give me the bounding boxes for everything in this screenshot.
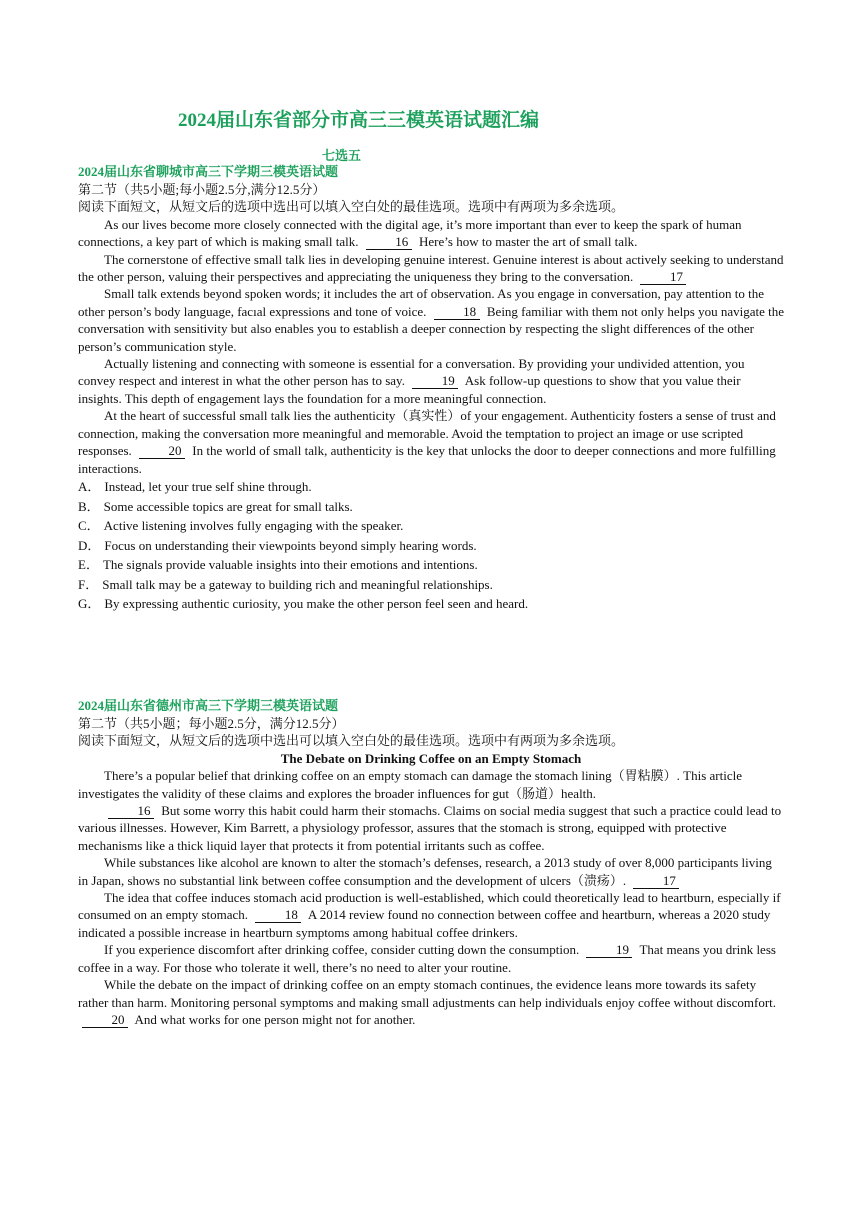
option-text: Some accessible topics are great for small talks. — [103, 498, 353, 514]
answer-blank[interactable]: 20 — [82, 1013, 128, 1028]
paragraph-text: But some worry this habit could harm their stomachs. Claims on social media suggest that such a practice could lead to various illnesses. However, Kim Barrett, a physiology professor, assures that the stomach is strong, equipped with protective mechanisms like a thick liquid layer that protects it from potential irritants such as coffee. — [78, 803, 782, 853]
paragraph — [78, 285, 784, 355]
paragraph-text: If you experience discomfort after drinking coffee, consider cutting down the consumption. — [104, 942, 580, 958]
option-letter: G． — [78, 596, 101, 612]
paragraph — [78, 216, 784, 251]
paragraph — [78, 802, 784, 854]
answer-blank[interactable]: 19 — [586, 943, 632, 958]
answer-blank[interactable]: 17 — [633, 874, 679, 889]
option-b[interactable] — [78, 497, 784, 517]
answer-blank[interactable]: 16 — [108, 804, 154, 819]
article-title: The Debate on Drinking Coffee on an Empty Stomach — [280, 750, 582, 766]
paragraph-text: Actually listening and connecting with someone is essential for a conversation. By providing your undivided attention, you convey respect and interest in what the other person has to say. — [78, 356, 745, 389]
option-letter: F． — [78, 576, 99, 592]
option-letter: C． — [78, 518, 100, 534]
paragraph-text: In the world of small talk, authenticity is the key that unlocks the door to deeper connections and more fulfilling interactions. — [78, 443, 776, 476]
answer-blank[interactable]: 17 — [640, 270, 686, 285]
option-text: Instead, let your true self shine through. — [104, 478, 312, 494]
paragraph: There’s a popular belief that drinking coffee on an empty stomach can damage the stomach lining（胃粘膜）. This article investigates the validity of these claims and explores the broader influences for gut（肠道）health. — [78, 768, 743, 801]
paragraph-text: As our lives become more closely connected with the digital age, it’s more important than ever to keep the spark of human connections, a key part of which is making small talk. — [78, 216, 742, 250]
option-a[interactable] — [78, 477, 784, 497]
section-label: 七选五 — [322, 148, 362, 163]
paragraph — [78, 355, 784, 407]
document-title: 2024届山东省部分市高三三模英语试题汇编 — [178, 110, 540, 131]
instruction: 阅读下面短文，从短文后的选项中选出可以填入空白处的最佳选项。选项中有两项为多余选项。 — [78, 733, 625, 749]
paragraph-text: At the heart of successful small talk lies the authenticity（真实性）of your engagement. Authenticity fosters a sense of trust and connection, making the conversation more meaningful and memorable. Avoid the temptation to project an image or use scripted responses. — [78, 408, 776, 459]
paragraph-text: Small talk extends beyond spoken words; it includes the art of observation. As you engage in conversation, pay attention to the other person’s body language, facıal expressions and tone of voice. — [78, 286, 764, 319]
paragraph — [78, 854, 784, 889]
option-letter: E． — [78, 557, 99, 573]
option-letter: B． — [78, 498, 100, 514]
answer-blank[interactable]: 20 — [139, 444, 185, 459]
options-list — [78, 477, 784, 614]
answer-blank[interactable]: 18 — [255, 908, 301, 923]
option-d[interactable] — [78, 536, 784, 556]
source-heading: 2024届山东省聊城市高三下学期三模英语试题 — [78, 164, 339, 179]
paragraph-text: The idea that coffee induces stomach acid production is well-established, which could theoretically lead to heartburn, especially if consumed on an empty stomach. — [78, 890, 781, 923]
exercise-dezhou — [78, 697, 784, 1028]
option-f[interactable] — [78, 575, 784, 595]
paragraph — [78, 941, 784, 976]
option-e[interactable] — [78, 555, 784, 575]
answer-blank[interactable]: 18 — [434, 305, 480, 320]
section-info: 第二节（共5小题；每小题2.5分，满分12.5分） — [78, 716, 345, 731]
paragraph — [78, 407, 784, 477]
instruction: 阅读下面短文，从短文后的选项中选出可以填入空白处的最佳选项。选项中有两项为多余选项。 — [78, 199, 625, 215]
paragraph-text: The cornerstone of effective small talk lies in developing genuine interest. Genuine interest is about actively seeking to understand the other person, valuing their perspectives and appreciating the uniqueness they bring to the conversation. — [78, 251, 784, 285]
option-text: The signals provide valuable insights into their emotions and intentions. — [102, 557, 478, 573]
paragraph-text: That means you drink less coffee in a way. For those who tolerate it well, there’s no need to alter your routine. — [78, 942, 776, 975]
source-heading: 2024届山东省德州市高三下学期三模英语试题 — [78, 698, 339, 713]
option-letter: D． — [78, 537, 101, 553]
option-c[interactable] — [78, 516, 784, 536]
option-g[interactable] — [78, 594, 784, 614]
paragraph-text: And what works for one person might not for another. — [134, 1011, 416, 1027]
paragraph-text: A 2014 review found no connection between coffee and heartburn, whereas a 2020 study indicated a possible increase in heartburn symptoms among habitual coffee drinkers. — [78, 907, 771, 940]
paragraph-text: While substances like alcohol are known to alter the stomach’s defenses, research, a 2013 study of over 8,000 participants living in Japan, shows no substantial link between coffee consumption and the development of ulcers（溃疡）. — [78, 855, 772, 888]
paragraph — [78, 976, 784, 1028]
paragraph-text: Here’s how to master the art of small talk. — [419, 234, 638, 250]
option-text: Focus on understanding their viewpoints beyond simply hearing words. — [104, 537, 477, 553]
option-text: Active listening involves fully engaging with the speaker. — [103, 518, 404, 534]
option-text: By expressing authentic curiosity, you make the other person feel seen and heard. — [104, 596, 529, 612]
paragraph-text: Being familiar with them not only helps you navigate the conversation with sensitivity but also enables you to establish a deeper connection by respecting the slight differences of the other person’s communication style. — [78, 303, 785, 354]
paragraph — [78, 889, 784, 941]
paragraph-text: Ask follow-up questions to show that you value their insights. This depth of engagement lays the foundation for a more meaningful connection. — [78, 373, 741, 406]
paragraph — [78, 251, 784, 286]
answer-blank[interactable]: 19 — [412, 374, 458, 389]
exercise-liaocheng — [78, 163, 784, 614]
answer-blank[interactable]: 16 — [366, 235, 412, 250]
option-letter: A． — [78, 478, 101, 494]
section-info: 第二节（共5小题;每小题2.5分,满分12.5分） — [78, 182, 326, 197]
option-text: Small talk may be a gateway to building rich and meaningful relationships. — [102, 576, 493, 592]
paragraph-text: While the debate on the impact of drinking coffee on an empty stomach continues, the evidence leans more towards its safety rather than harm. Monitoring personal symptoms and making small adjustments can help individuals enjoy coffee without discomfort. — [78, 977, 777, 1010]
